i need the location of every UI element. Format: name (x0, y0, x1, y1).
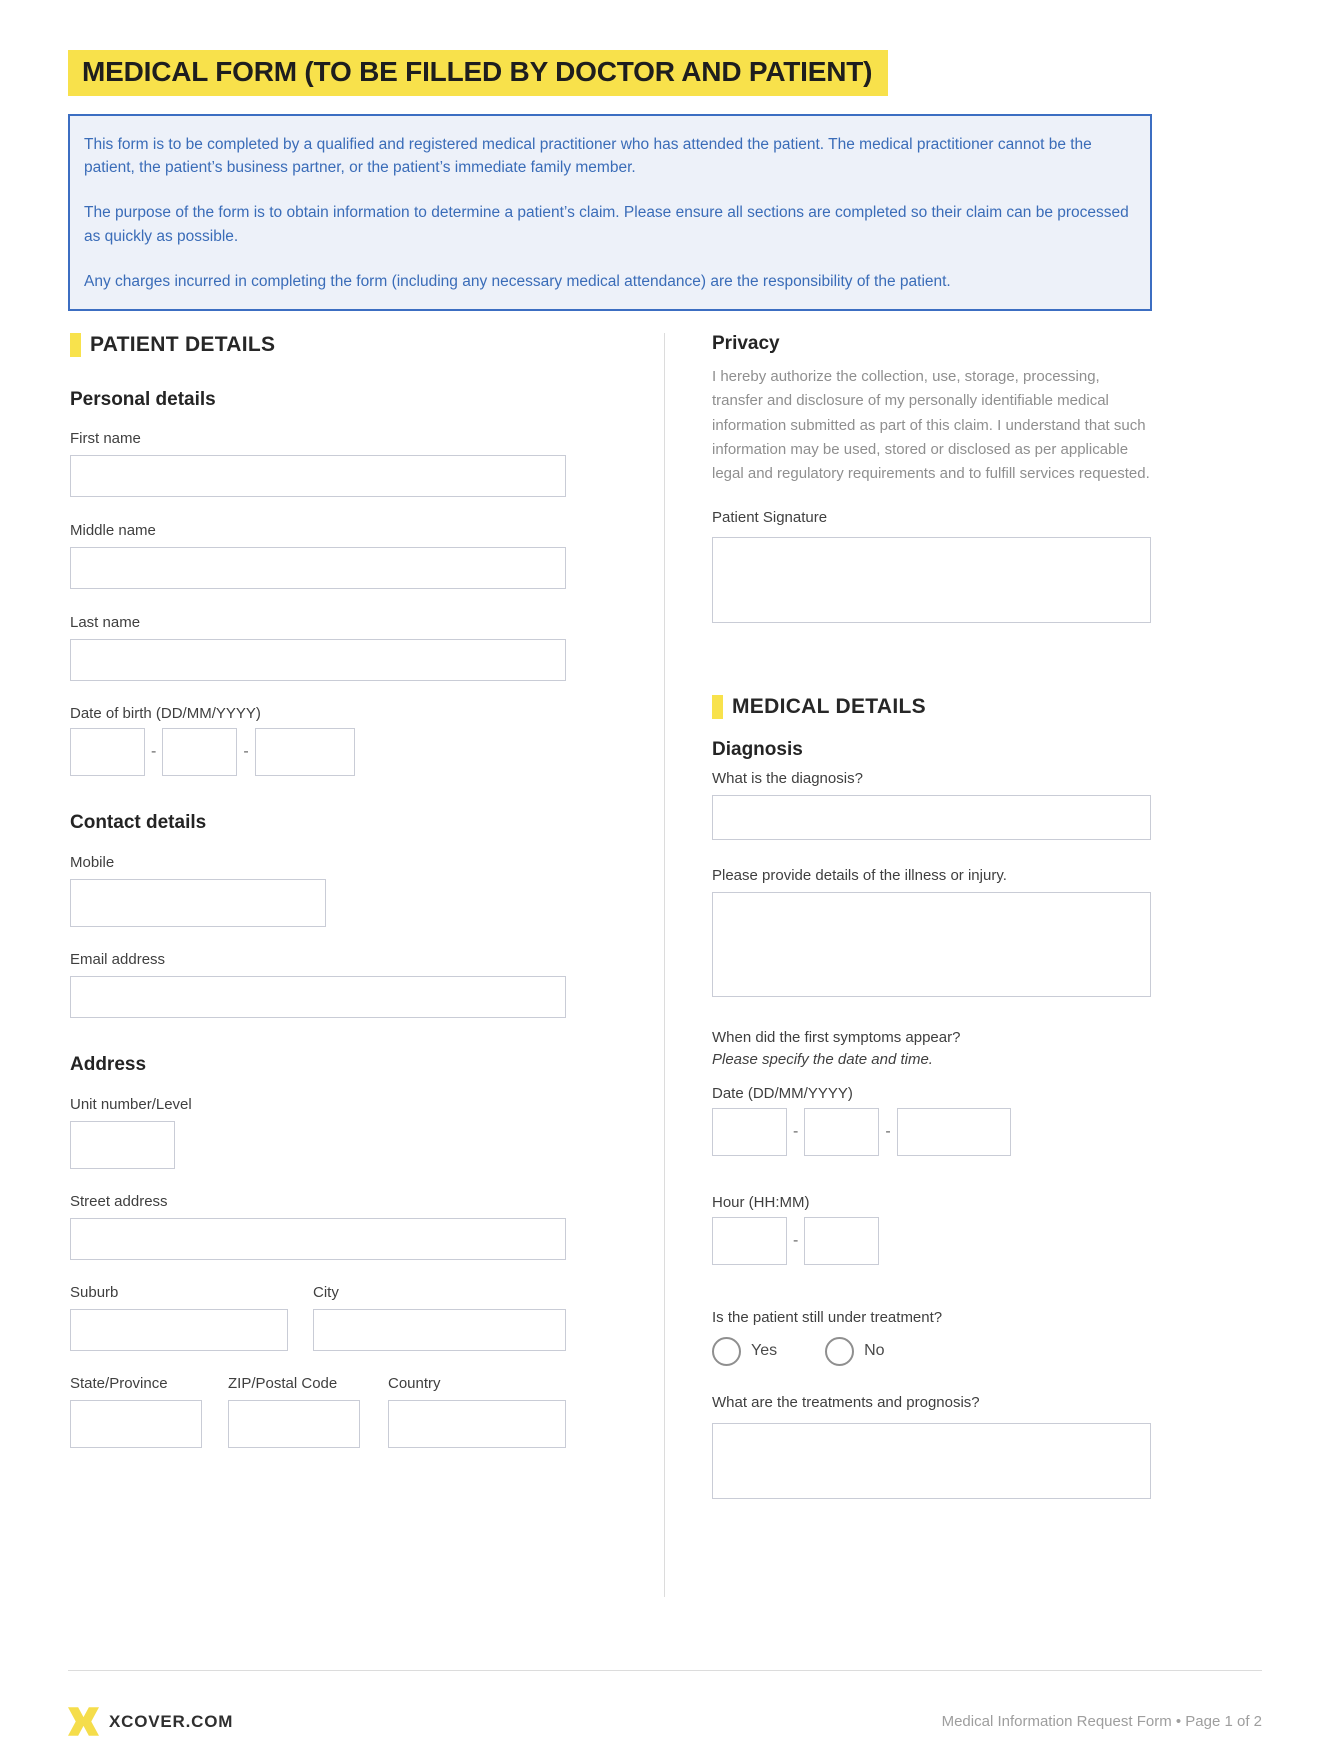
first-name-input[interactable] (70, 455, 566, 497)
yellow-marker-icon (70, 333, 81, 357)
state-label: State/Province (70, 1375, 168, 1393)
intro-paragraph-1: This form is to be completed by a qualified and registered medical practitioner who has attended the patient. The medical practitioner cannot be the patient, the patient’s business partner, or the patient’s immediate family member. (84, 135, 1092, 177)
medical-details-section-title: MEDICAL DETAILS (732, 694, 926, 718)
city-label: City (313, 1284, 339, 1302)
privacy-medical-column (665, 333, 1151, 1597)
symptoms-date-label: Date (DD/MM/YYYY) (712, 1084, 853, 1102)
symptoms-year-input[interactable] (897, 1108, 1011, 1156)
medical-details-section-header (712, 695, 1151, 719)
suburb-cell (70, 1284, 313, 1351)
dob-label: Date of birth (DD/MM/YYYY) (70, 705, 261, 723)
treatment-radio-group (712, 1337, 1151, 1366)
symptoms-hour-label: Hour (HH:MM) (712, 1193, 810, 1211)
footer-page-info: Medical Information Request Form • Page 1 of 2 (941, 1713, 1262, 1730)
symptoms-date-inputs (712, 1108, 1151, 1156)
intro-paragraph-3: Any charges incurred in completing the form (including any necessary medical attendance) are the responsibility of the patient. (84, 272, 951, 290)
prognosis-question-label: What are the treatments and prognosis? (712, 1393, 980, 1411)
middle-name-label: Middle name (70, 522, 156, 540)
city-input[interactable] (313, 1309, 566, 1351)
intro-info-box (68, 114, 1152, 311)
no-radio-button[interactable] (825, 1337, 854, 1366)
dob-year-input[interactable] (255, 728, 355, 776)
personal-details-heading: Personal details (70, 389, 216, 411)
footer-divider (68, 1670, 1262, 1671)
address-heading: Address (70, 1054, 147, 1076)
suburb-input[interactable] (70, 1309, 288, 1351)
dob-dash-2: - (243, 743, 249, 761)
suburb-city-row (70, 1284, 566, 1351)
page-title: MEDICAL FORM (TO BE FILLED BY DOCTOR AND PATIENT) (68, 50, 888, 96)
xcover-brand (68, 1707, 233, 1736)
patient-signature-label: Patient Signature (712, 508, 828, 526)
illness-details-label: Please provide details of the illness or injury. (712, 866, 1007, 884)
prognosis-textarea[interactable] (712, 1423, 1151, 1499)
diagnosis-input[interactable] (712, 795, 1151, 840)
symptoms-note: Please specify the date and time. (712, 1050, 933, 1068)
patient-details-column (68, 333, 665, 1597)
yes-radio-label: Yes (751, 1342, 778, 1360)
dob-inputs (70, 728, 566, 776)
state-cell (70, 1375, 228, 1448)
zip-label: ZIP/Postal Code (228, 1375, 338, 1393)
country-label: Country (388, 1375, 441, 1393)
country-cell (388, 1375, 566, 1448)
mobile-input[interactable] (70, 879, 326, 927)
first-name-label: First name (70, 430, 141, 448)
patient-signature-box[interactable] (712, 537, 1151, 623)
symptoms-month-input[interactable] (804, 1108, 879, 1156)
contact-details-heading: Contact details (70, 812, 207, 834)
mobile-label: Mobile (70, 854, 115, 872)
city-cell (313, 1284, 566, 1351)
street-input[interactable] (70, 1218, 566, 1260)
zip-input[interactable] (228, 1400, 360, 1448)
patient-details-section-header (70, 333, 566, 357)
diagnosis-question-label: What is the diagnosis? (712, 769, 863, 787)
privacy-body: I hereby authorize the collection, use, storage, processing, transfer and disclosure of my personally identifiable medical information submitted as part of this claim. I understand that such information may be used, stored or disclosed as per applicable legal and regulatory requirements and to fulfill services requested. (712, 368, 1150, 483)
last-name-label: Last name (70, 614, 141, 632)
illness-details-textarea[interactable] (712, 892, 1151, 997)
date-dash-1: - (793, 1122, 799, 1140)
unit-label: Unit number/Level (70, 1096, 192, 1114)
state-input[interactable] (70, 1400, 202, 1448)
treatment-question-label: Is the patient still under treatment? (712, 1308, 943, 1326)
symptoms-hour-input[interactable] (712, 1217, 787, 1265)
email-label: Email address (70, 951, 166, 969)
symptoms-question-label: When did the first symptoms appear? (712, 1028, 961, 1046)
yes-radio-button[interactable] (712, 1337, 741, 1366)
dob-month-input[interactable] (162, 728, 237, 776)
last-name-input[interactable] (70, 639, 566, 681)
date-dash-2: - (885, 1122, 891, 1140)
treatment-no-option[interactable] (825, 1337, 884, 1366)
brand-name: XCOVER.COM (109, 1711, 234, 1731)
country-input[interactable] (388, 1400, 566, 1448)
form-columns (68, 333, 1262, 1597)
street-label: Street address (70, 1193, 168, 1211)
medical-form-page (0, 50, 1330, 1597)
title-bar (68, 50, 1262, 96)
symptoms-hour-inputs (712, 1217, 1151, 1265)
diagnosis-heading: Diagnosis (712, 738, 803, 760)
intro-paragraph-2: The purpose of the form is to obtain information to determine a patient’s claim. Please ensure all sections are completed so their claim can be processed as quickly as possible. (84, 204, 1129, 245)
privacy-heading: Privacy (712, 333, 780, 355)
suburb-label: Suburb (70, 1284, 119, 1302)
email-input[interactable] (70, 976, 566, 1018)
yellow-marker-icon (712, 695, 723, 719)
treatment-yes-option[interactable] (712, 1337, 777, 1366)
zip-cell (228, 1375, 388, 1448)
unit-input[interactable] (70, 1121, 175, 1169)
hour-dash: - (793, 1231, 799, 1249)
xcover-logo-icon (68, 1707, 99, 1736)
dob-dash-1: - (151, 743, 157, 761)
state-zip-country-row (70, 1375, 566, 1448)
middle-name-input[interactable] (70, 547, 566, 589)
page-footer (68, 1670, 1262, 1736)
no-radio-label: No (864, 1342, 885, 1360)
dob-day-input[interactable] (70, 728, 145, 776)
patient-details-section-title: PATIENT DETAILS (90, 333, 276, 357)
symptoms-day-input[interactable] (712, 1108, 787, 1156)
symptoms-minute-input[interactable] (804, 1217, 879, 1265)
